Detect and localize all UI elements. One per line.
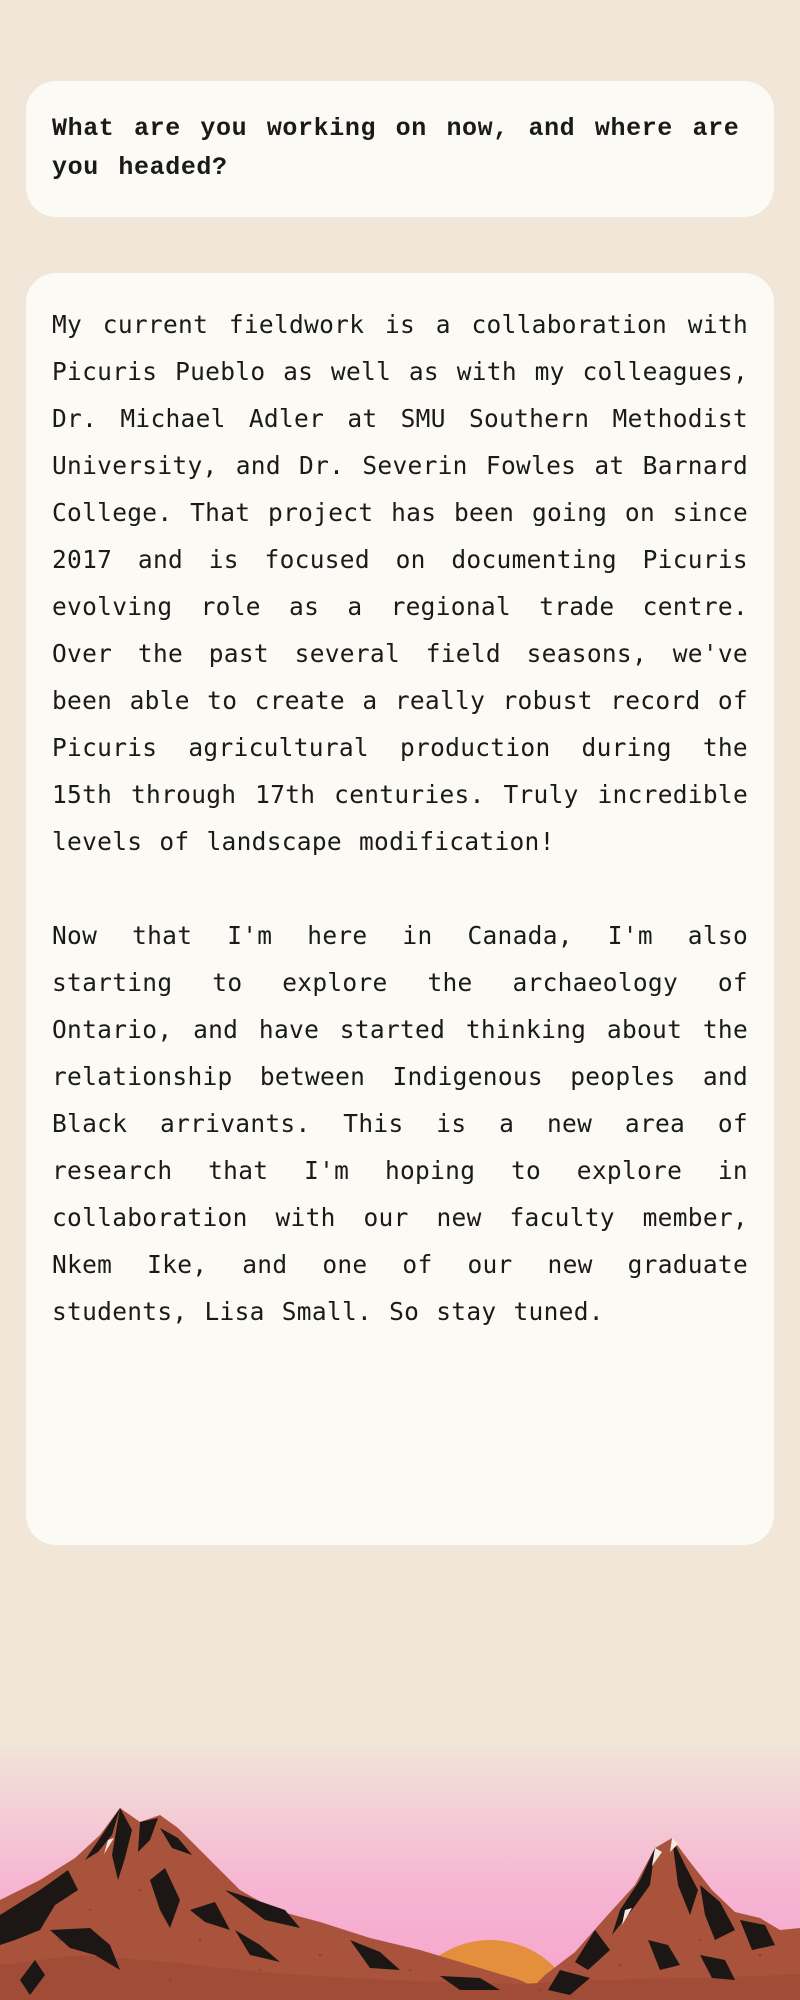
answer-paragraph-1: My current fieldwork is a collaboration with Picuris Pueblo as well as with my colleagues, Dr. Michael Adler at SMU Southern Methodist University, and Dr. Severin Fowles at Barnard College. That project has been going on since 2017 and is focused on documenting Picuris evolving role as a regional trade centre. Over the past several field seasons, we've been able to create a really robust record of Picuris agricultural production during the 15th through 17th centuries. Truly incredible levels of landscape modification! [52, 310, 748, 856]
question-heading: What are you working on now, and where are you headed? [52, 114, 740, 182]
question-card [26, 81, 774, 217]
answer-paragraph-2: Now that I'm here in Canada, I'm also starting to explore the archaeology of Ontario, and have started thinking about the relationship between Indigenous peoples and Black arrivants. This is a new area of research that I'm hoping to explore in collaboration with our new faculty member, Nkem Ike, and one of our new graduate students, Lisa Small. So stay tuned. [52, 921, 748, 1326]
mountain-landscape-illustration [0, 1740, 800, 2000]
answer-card [26, 273, 774, 1545]
